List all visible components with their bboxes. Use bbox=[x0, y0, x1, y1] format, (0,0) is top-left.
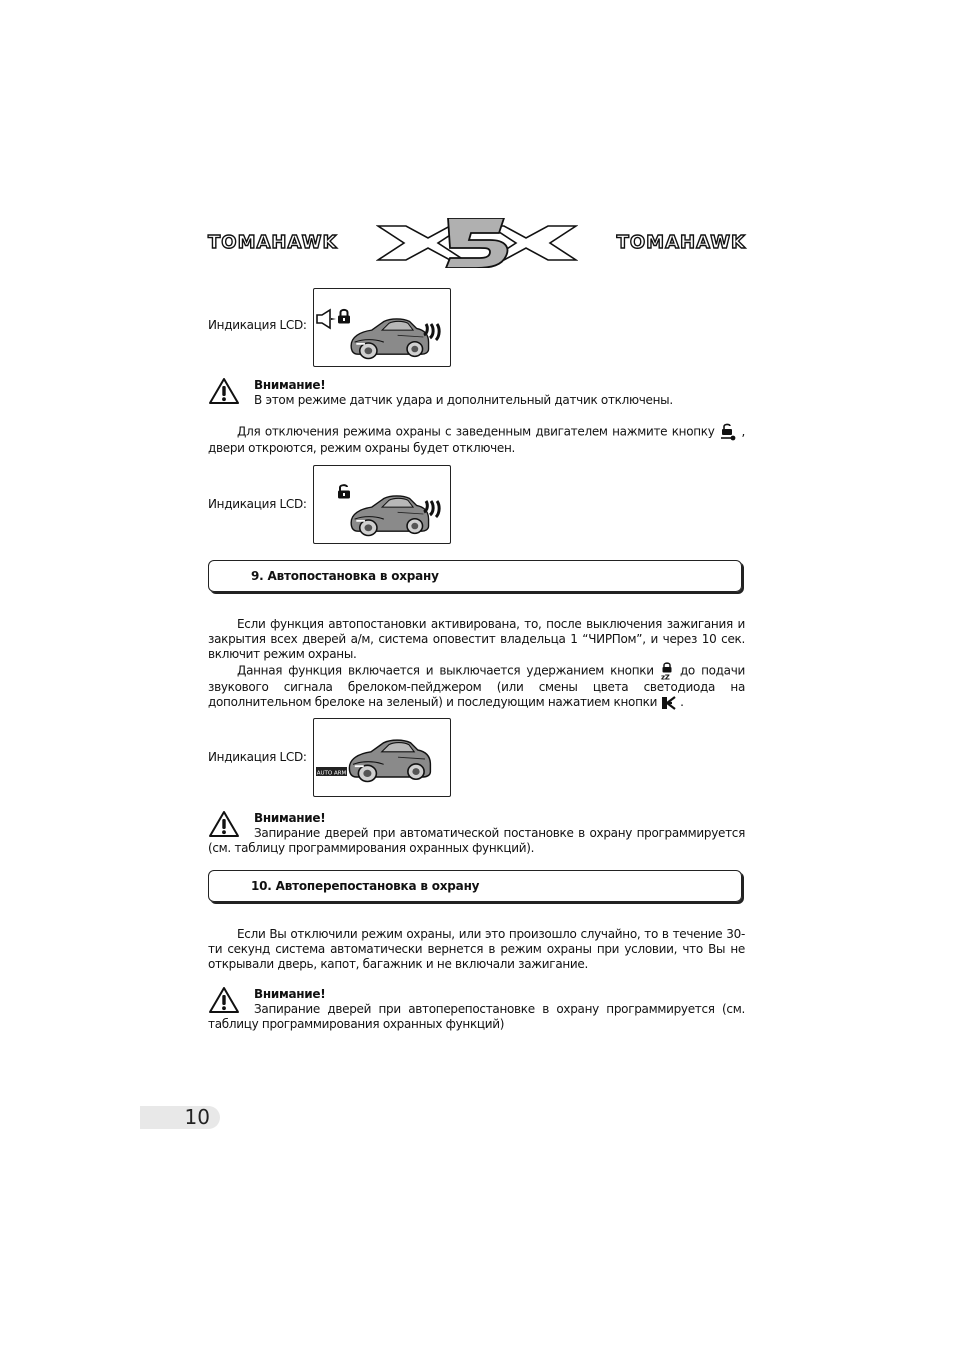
paragraph-text: Данная функция включается и выключается удержанием кнопки bbox=[237, 663, 654, 678]
paragraph-text: . bbox=[680, 695, 684, 709]
page-number: 10 bbox=[184, 1105, 210, 1129]
paragraph-text: Для отключения режима охраны с заведенным двигателем нажмите кнопку bbox=[237, 424, 715, 439]
paragraph: Если Вы отключили режим охраны, или это произошло случайно, то в течение 30-ти секунд система автоматически вернется в режим охраны при условии, что Вы не открывали дверь, капот, багажник и не включали зажигание. bbox=[208, 927, 745, 971]
car-icon bbox=[349, 740, 430, 781]
lcd-display bbox=[313, 465, 451, 544]
warning-text: Запирание дверей при автоматической постановке в охрану программируется (см. таблицу программирования охранных функций). bbox=[208, 826, 745, 855]
brand-right: TOMAHAWK bbox=[616, 232, 746, 253]
trunk-button-icon bbox=[661, 696, 677, 710]
paragraph-disarm bbox=[208, 423, 745, 456]
x5-emblem-icon bbox=[376, 218, 578, 268]
unlock-icon bbox=[338, 485, 350, 498]
car-icon bbox=[351, 496, 428, 536]
car-icon bbox=[351, 319, 428, 359]
paragraph-text: до подачи звукового сигнала брелоком-пейджером (или смены цвета светодиода на дополнительном брелоке на зеленый) и последующим нажатием кнопки bbox=[208, 663, 746, 709]
section-header bbox=[208, 560, 742, 592]
warning-title: Внимание! bbox=[254, 378, 326, 392]
brand-left: TOMAHAWK bbox=[208, 232, 338, 253]
section-title: 10. Автоперепостановка в охрану bbox=[251, 879, 480, 893]
paragraph bbox=[208, 662, 745, 710]
lock-icon bbox=[338, 310, 350, 324]
lcd-label: Индикация LCD: bbox=[208, 497, 307, 511]
lcd-display bbox=[313, 288, 451, 367]
lcd-label: Индикация LCD: bbox=[208, 750, 307, 764]
auto-arm-badge-text: AUTO ARM bbox=[316, 770, 347, 777]
paragraph: Если функция автопостановки активирована, то, после выключения зажигания и закрытия всех дверей а/м, система оповестит владельца 1 “ЧИРПом”, и через 10 сек. включит режим охраны. bbox=[208, 617, 745, 661]
warning-title: Внимание! bbox=[254, 811, 326, 825]
warning-icon bbox=[208, 377, 240, 405]
svg-text:zZ: zZ bbox=[660, 673, 670, 680]
lock-zz-button-icon bbox=[660, 662, 674, 680]
page-number-tab bbox=[140, 1106, 220, 1129]
lcd-display bbox=[313, 718, 451, 797]
section-title: 9. Автопостановка в охрану bbox=[251, 569, 439, 583]
siren-icon bbox=[317, 310, 336, 328]
paragraph-text: , двери откроются, режим охраны будет отключен. bbox=[208, 424, 746, 455]
lcd-label: Индикация LCD: bbox=[208, 318, 307, 332]
brand-logo bbox=[208, 218, 746, 268]
warning-title: Внимание! bbox=[254, 987, 326, 1001]
warning-text: В этом режиме датчик удара и дополнительный датчик отключены. bbox=[254, 393, 673, 407]
warning-text: Запирание дверей при автоперепостановке в охрану программируется (см. таблицу программирования охранных функций) bbox=[208, 1002, 745, 1031]
section-header bbox=[208, 870, 742, 902]
unlock-button-icon bbox=[719, 423, 737, 441]
